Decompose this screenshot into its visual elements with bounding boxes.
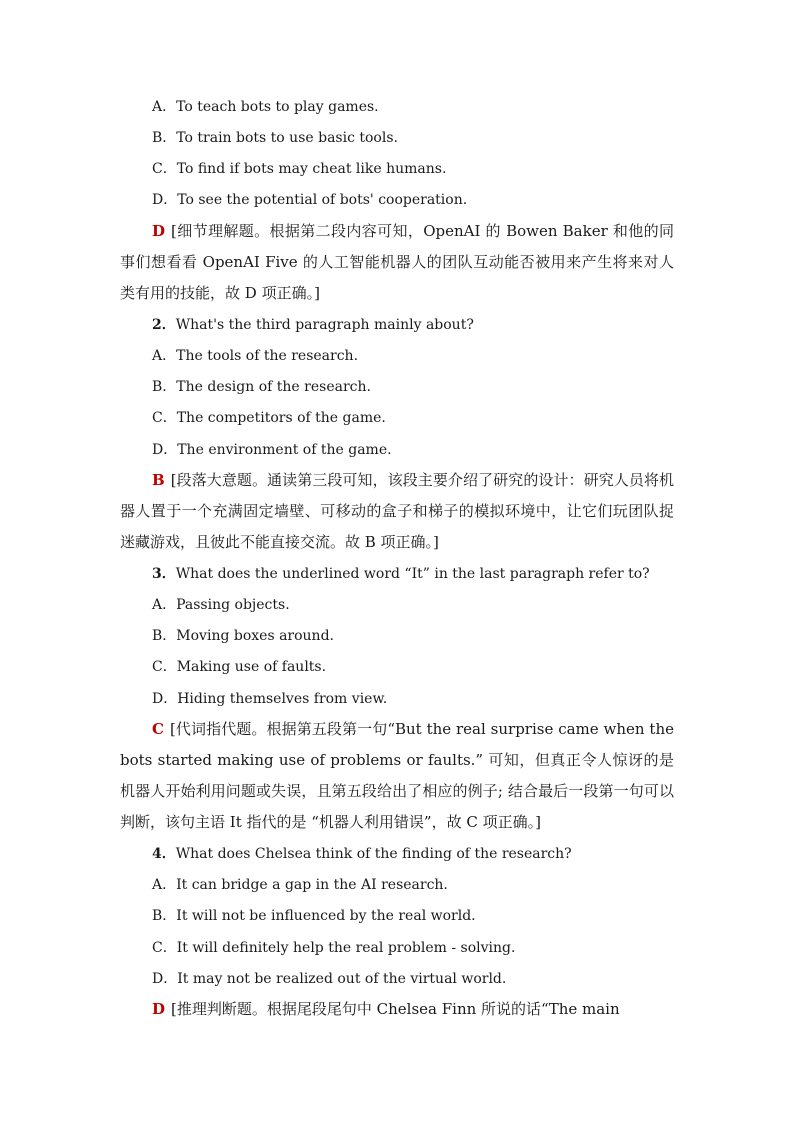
q4-question (152, 844, 572, 864)
q2-answer: B (152, 471, 165, 489)
q2-question-text: What's the third paragraph mainly about? (175, 317, 474, 333)
q3-answer: C (152, 720, 164, 738)
q2-option-c: C．The competitors of the game. (152, 410, 386, 426)
q2-option-b: B．The design of the research. (152, 379, 371, 395)
q4-question-text: What does Chelsea think of the finding of the research? (175, 846, 572, 862)
q3-option-b: B．Moving boxes around. (152, 628, 334, 644)
q4-explanation-text: [推理判断题。根据尾段尾句中 Chelsea Finn 所说的话“The main (171, 1000, 620, 1018)
q2-number: 2． (152, 317, 176, 333)
q3-number: 3． (152, 566, 176, 582)
q3-explanation-text: [代词指代题。根据第五段第一句“But the real surprise came when the bots started making use of problems or faults.” 可知，但真正令人惊讶的是机器人开始利用问题或失误，且第五段给出了相应的例子; 结合最后一段第一句可以判断，该句主语 It 指代的是 “机器人利用错误”，故 C 项正确。] (120, 720, 674, 831)
q2-option-a: A．The tools of the research. (152, 348, 359, 364)
q3-question-text: What does the underlined word “It” in the last paragraph refer to? (175, 566, 650, 582)
q3-option-c: C．Making use of faults. (152, 659, 327, 675)
q4-option-d: D．It may not be realized out of the virtual world. (152, 971, 507, 987)
q3-option-a: A．Passing objects. (152, 597, 290, 613)
q1-option-c: C．To find if bots may cheat like humans. (152, 161, 447, 177)
q4-option-a: A．It can bridge a gap in the AI research. (152, 877, 448, 893)
q1-answer: D (152, 222, 166, 240)
q1-explanation (120, 216, 674, 309)
q1-explanation-text: [细节理解题。根据第二段内容可知，OpenAI 的 Bowen Baker 和他的同事们想看看 OpenAI Five 的人工智能机器人的团队互动能否被用来产生将来对人类有用的技能，故 D 项正确。] (120, 222, 674, 302)
q4-number: 4． (152, 846, 176, 862)
q3-option-d: D．Hiding themselves from view. (152, 691, 388, 707)
q2-explanation-text: [段落大意题。通读第三段可知，该段主要介绍了研究的设计：研究人员将机器人置于一个充满固定墙壁、可移动的盒子和梯子的模拟环境中，让它们玩团队捉迷藏游戏，且彼此不能直接交流。故 B 项正确。] (120, 471, 674, 551)
q2-question (152, 315, 474, 335)
q4-answer: D (152, 1000, 166, 1018)
q1-option-a: A．To teach bots to play games. (152, 99, 379, 115)
q4-option-b: B．It will not be influenced by the real world. (152, 908, 476, 924)
q1-option-b: B．To train bots to use basic tools. (152, 130, 398, 146)
q2-explanation (120, 465, 674, 558)
q4-option-c: C．It will definitely help the real problem - solving. (152, 940, 516, 956)
q2-option-d: D．The environment of the game. (152, 442, 392, 458)
q3-explanation (120, 714, 674, 838)
q1-option-d: D．To see the potential of bots' cooperation. (152, 192, 468, 208)
q3-question (152, 564, 650, 584)
q4-explanation (120, 994, 674, 1025)
